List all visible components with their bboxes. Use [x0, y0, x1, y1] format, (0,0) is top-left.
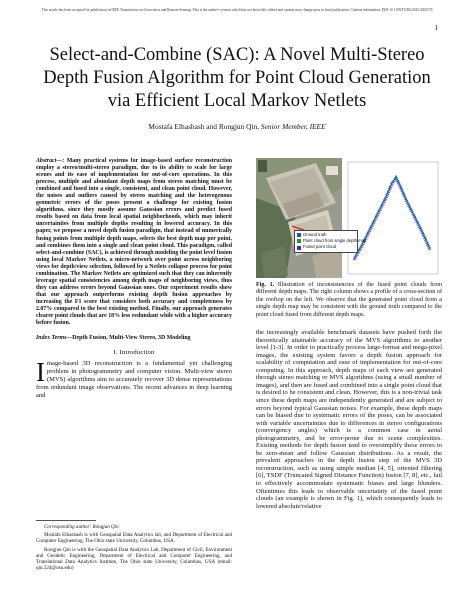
body-paragraph: the increasingly available benchmark datasets have pushed forth the theoretically attainable accuracy of the MVS algorithms to another level [1-3]. In order to practically process large-format and mega-pixel images, the existing system favors a depth fusion approach for scalability of computation and ease of implementation for out-of-core computing. In this approach, depth maps of each view are generated through stereo matching or MVS algorithms (using a small number of images), and then are fused and combined into a single point cloud that is desired to be consistent and clean. However, this is a non-trivial task since these depth maps are independently generated and are subject to errors beyond typical Gaussian noises. For example, these depth maps can be biased due to systematic errors of the poses, can be associated with variable uncertainties due to differences in stereo configurations (convergency angles) which is a common case in aerial photogrammetry, and be error-prone due to scene complexities. Existing methods for depth fusion tend to oversimplify these errors to be zero-mean and follow Gaussian distributions. As a result, the prevalent approaches in the depth fusion step of the MVS 3D reconstruction, such as using simple median [4, 5], oriented filtering [6], TSDF (Truncated Signed Distance Function) fusion [7, 8], etc., fail to effectively accommodate systematic biases and large blunders. Oftentimes this leads to observable uncertainty of the fused point clouds (an example is shown in Fig. 1), which consequently leads to lowered absolute/relative: [256, 329, 442, 510]
left-column: [36, 158, 232, 400]
legend-swatch: [297, 239, 301, 243]
footnote-rule: [36, 520, 96, 521]
introduction-text: mage-based 3D reconstruction is a fundamental yet challenging problem in photogrammetry and computer vision. Multi-view stereo (MVS) algorithms aim to accurately recover 3D dense representations from redundant image observations. The recent advances in deep learning and: [36, 360, 232, 400]
legend-swatch: [297, 246, 301, 250]
abstract-text: —: Many practical systems for image-based surface reconstruction employ a stereo/multi-stereo paradigm, due to its ability to scale for large scenes and its ease of implementation for out-of-core operations. In this process, multiple and abundant depth maps from stereo matching must be combined and fused into a single, consistent, and clean point cloud. However, the noises and outliers caused by stereo matching and the heterogenous geometric errors of the poses present a challenge for existing fusion algorithms, since they mostly assume Gaussian errors and predict fused results based on data from local spatial neighborhoods, which may inherit uncertainties from multiple depths resulting in lowered accuracy. In this paper, we propose a novel depth fusion paradigm, that instead of numerically fusing points from multiple depth maps, selects the best depth map per point, and combines them into a single and clean point cloud. This paradigm, called select-and-combine (SAC), is achieved through modeling the point level fusion using local Markov Netlets, a micro-network over point across neighboring views for depth/view selection, followed by a Netlets collapse process for point combination. The Markov Netlets are optimized such that they can inherently leverage spatial consistencies among depth maps of neighboring views, thus they can address errors beyond Gaussian ones. Our experiment results show that our approach outperforms existing depth fusion approaches by increasing the F1 score that considers both accuracy and completeness by 2.07% compared to the best existing method. Finally, our approach generates clearer point clouds that are 18% less redundant while with a higher accuracy before fusion.: [36, 158, 232, 327]
footnote-affiliation-1: Mostafa Elhashash is with Geospatial Data Analytics lab, and Department of Electrical and Computer Engineering, The Ohio state University, Columbus, USA.: [36, 532, 232, 545]
caption-text: Illustration of inconsistencies of the fused point clouds from different depth maps. The right column shows a profile of a cross-section of the rooftop on the left. We observe that the generated point cloud from a single depth map may be consistent with the ground truth compared to the point cloud fused from different depth maps.: [256, 282, 442, 318]
legend-label: Point cloud from single depth map: [303, 238, 367, 244]
plot-legend: [294, 230, 367, 253]
index-terms-text: —Depth Fusion, Multi-View Stereo, 3D Modeling: [66, 335, 191, 342]
section-heading-introduction: I. Introduction: [113, 349, 155, 357]
footnote-affiliation-2: Rongjun Qin is with the Geospatial Data Analytics Lab, Department of Civil, Environment and Geodetic Engineering, Department of Electrical and Computer Engineering, and Translational Data Analytics Institute, The Ohio state University, Columbus, USA (email: qin.324@osu.edu): [36, 546, 232, 572]
legend-swatch: [297, 233, 301, 237]
publication-notice: This article has been accepted for publication in IEEE Transactions on Geoscience and Remote Sensing. This is the author's version which has not been fully edited and content may change prior to final publication. Citation information: DOI 10.1109/TGRS.2023.3303179: [41, 8, 433, 12]
page-number: 1: [434, 24, 438, 32]
figure-1: [256, 158, 442, 278]
aerial-photo: [256, 158, 342, 278]
title-line-3: via Efficient Local Markov Netlets: [107, 91, 367, 111]
figure-caption: [256, 282, 442, 319]
author-line: [30, 122, 444, 131]
drop-cap: I: [36, 357, 45, 388]
author-membership: Senior Member, IEEE: [260, 122, 326, 131]
legend-label: Ground truth: [303, 232, 327, 237]
title-line-1: Select-and-Combine (SAC): A Novel Multi-Stereo: [49, 45, 425, 65]
introduction-paragraph: [36, 357, 232, 400]
caption-label: Fig. 1.: [256, 282, 275, 288]
title-line-2: Depth Fusion Algorithm for Point Cloud Generation: [43, 68, 431, 88]
abstract: [36, 158, 232, 327]
index-terms-label: Index Terms: [36, 335, 67, 342]
paper-title: [30, 44, 444, 113]
cross-section-plot: [344, 158, 442, 278]
right-column: [256, 158, 442, 510]
footnote: [36, 520, 232, 573]
legend-item-fused: [297, 244, 355, 250]
abstract-label: Abstract: [36, 158, 57, 164]
legend-label: Fused point cloud: [303, 244, 337, 250]
corresponding-author: Corresponding author: Rongjun Qin: [44, 524, 119, 530]
author-names: Mostafa Elhashash and Rongjun Qin,: [148, 122, 260, 131]
index-terms: [36, 335, 232, 342]
